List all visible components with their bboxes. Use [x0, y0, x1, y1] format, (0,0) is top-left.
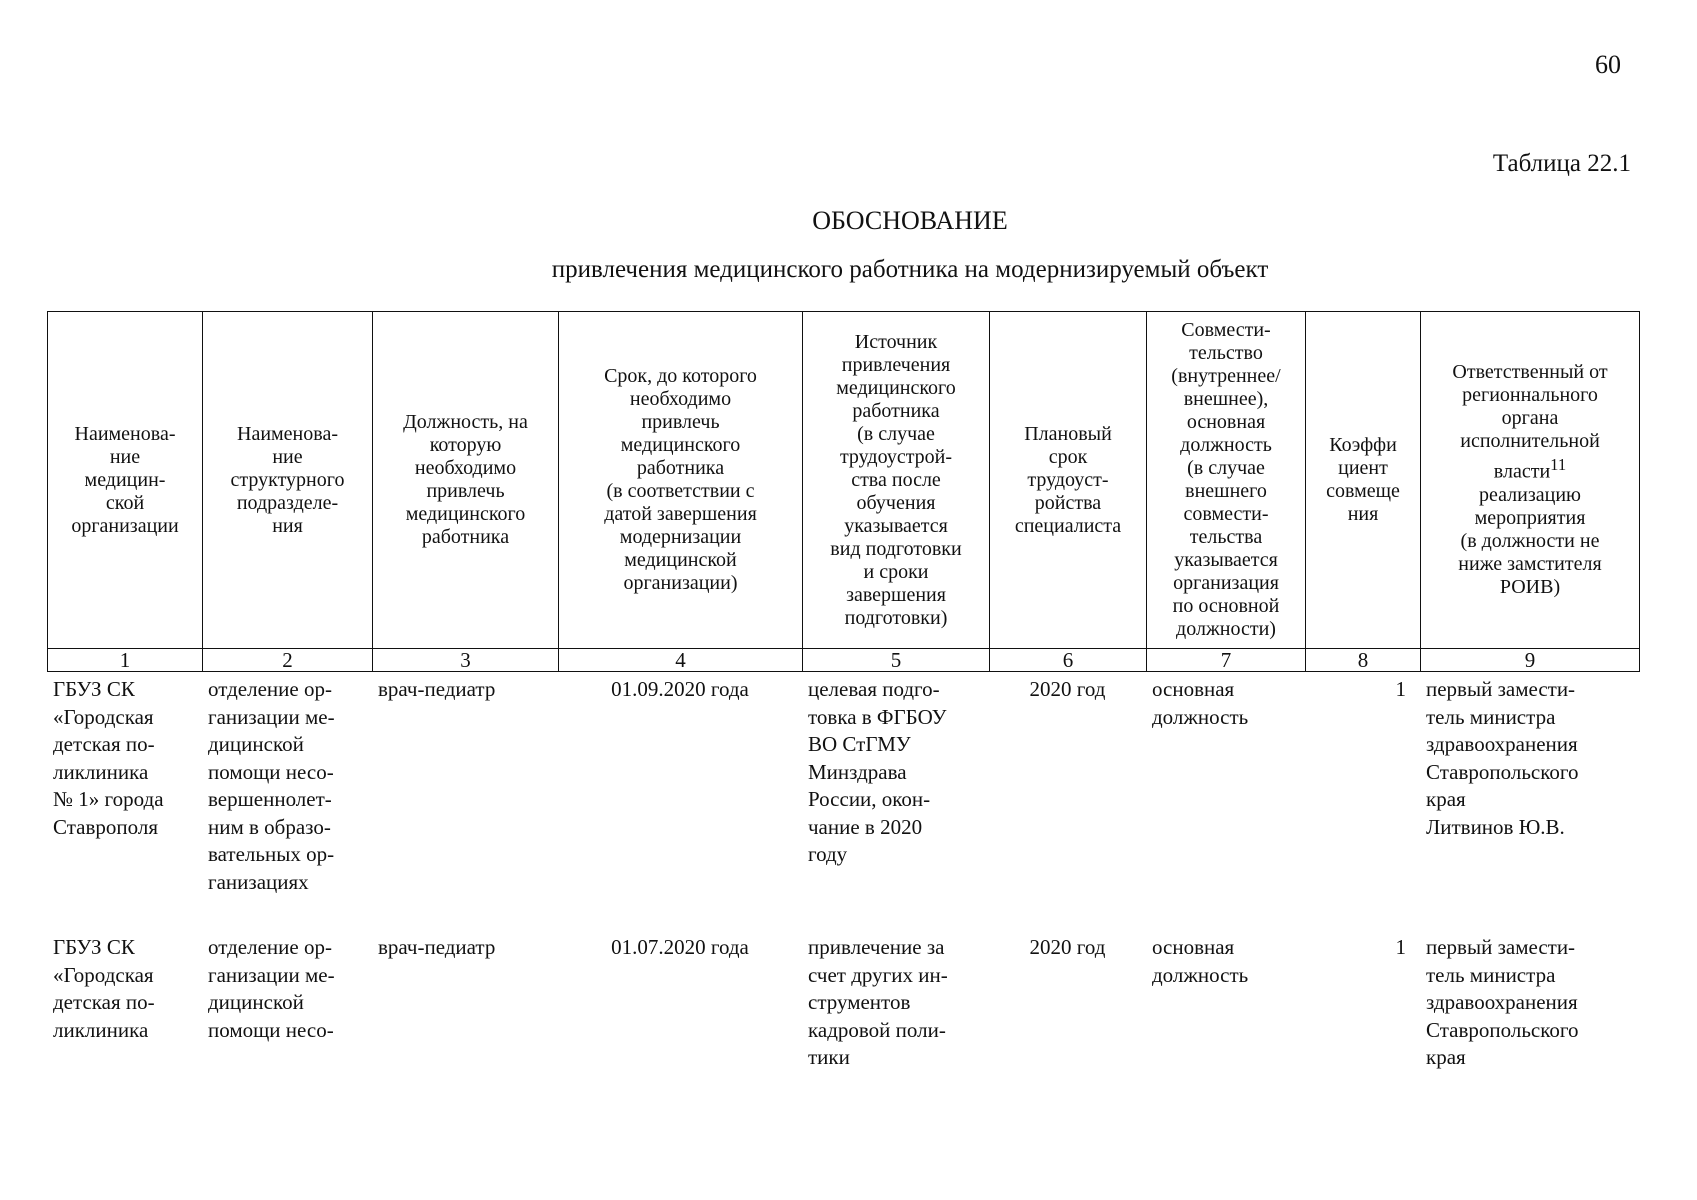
- cell-source: привлечение за счет других ин- струментов кадровой поли- тики: [808, 935, 948, 1069]
- cell-combination: основная должность: [1152, 677, 1249, 729]
- header-source: Источник привлечения медицинского работника (в случае трудоустрой- ства после обучения указывается вид подготовки и сроки завершения подготовки): [803, 312, 990, 649]
- document-subtitle: привлечения медицинского работника на модернизируемый объект: [551, 256, 1269, 283]
- column-number: 4: [559, 649, 803, 672]
- column-number: 9: [1421, 649, 1640, 672]
- column-number: 2: [203, 649, 373, 672]
- table-body: [47, 672, 1639, 1094]
- column-number: 3: [373, 649, 559, 672]
- column-number: 1: [48, 649, 203, 672]
- header-planned-date: Плановый срок трудоуст- ройства специалиста: [990, 312, 1147, 649]
- cell-responsible: первый замести- тель министра здравоохранения Ставропольского края Литвинов Ю.В.: [1426, 677, 1579, 839]
- cell-responsible: первый замести- тель министра здравоохранения Ставропольского края: [1426, 935, 1579, 1069]
- header-deadline: Срок, до которого необходимо привлечь медицинского работника (в соответствии с датой завершения модернизации медицинской организации): [559, 312, 803, 649]
- table-label: Таблица 22.1: [1492, 150, 1631, 177]
- cell-org: ГБУЗ СК «Городская детская по- ликлиника № 1» города Ставрополя: [53, 677, 164, 839]
- cell-position: врач-педиатр: [378, 677, 496, 701]
- cell-planned: 2020 год: [1029, 677, 1106, 701]
- column-number: 8: [1306, 649, 1421, 672]
- column-numbers-row: [48, 649, 1640, 672]
- table-row: [47, 926, 1639, 1094]
- page-number: 60: [1595, 50, 1621, 79]
- justification-table: [47, 311, 1639, 1094]
- cell-source: целевая подго- товка в ФГБОУ ВО СтГМУ Минздрава России, окон- чание в 2020 году: [808, 677, 947, 866]
- column-number: 7: [1147, 649, 1306, 672]
- cell-unit: отделение ор- ганизации ме- дицинской помощи несо- вершеннолет- ним в образо- вательных ор- ганизациях: [208, 677, 335, 894]
- cell-org: ГБУЗ СК «Городская детская по- ликлиника: [53, 935, 155, 1042]
- header-responsible: Ответственный от регионнального органа исполнительной власти$^{11}$ реализацию мероприятия (в должности не ниже замстителя РОИВ): [1421, 312, 1640, 649]
- cell-deadline: 01.07.2020 года: [611, 935, 749, 959]
- column-number: 5: [803, 649, 990, 672]
- cell-coefficient: 1: [1395, 935, 1406, 959]
- column-number: 6: [990, 649, 1147, 672]
- header-position: Должность, на которую необходимо привлечь медицинского работника: [373, 312, 559, 649]
- cell-deadline: 01.09.2020 года: [611, 677, 749, 701]
- table-row: [47, 672, 1639, 926]
- header-coefficient: Коэффи циент совмеще ния: [1306, 312, 1421, 649]
- cell-planned: 2020 год: [1029, 935, 1106, 959]
- document-title: ОБОСНОВАНИЕ: [812, 206, 1008, 235]
- header-combination: Совмести- тельство (внутреннее/ внешнее), основная должность (в случае внешнего совмести- тельства указывается организация по основной должности): [1147, 312, 1306, 649]
- footnote-mark: 11: [1550, 455, 1567, 475]
- header-org-name: Наименова- ние медицин- ской организации: [48, 312, 203, 649]
- header-unit-name: Наименова- ние структурного подразделе- ния: [203, 312, 373, 649]
- table-header: [47, 311, 1640, 672]
- cell-combination: основная должность: [1152, 935, 1249, 987]
- cell-coefficient: 1: [1395, 677, 1406, 701]
- cell-unit: отделение ор- ганизации ме- дицинской помощи несо-: [208, 935, 335, 1042]
- cell-position: врач-педиатр: [378, 935, 496, 959]
